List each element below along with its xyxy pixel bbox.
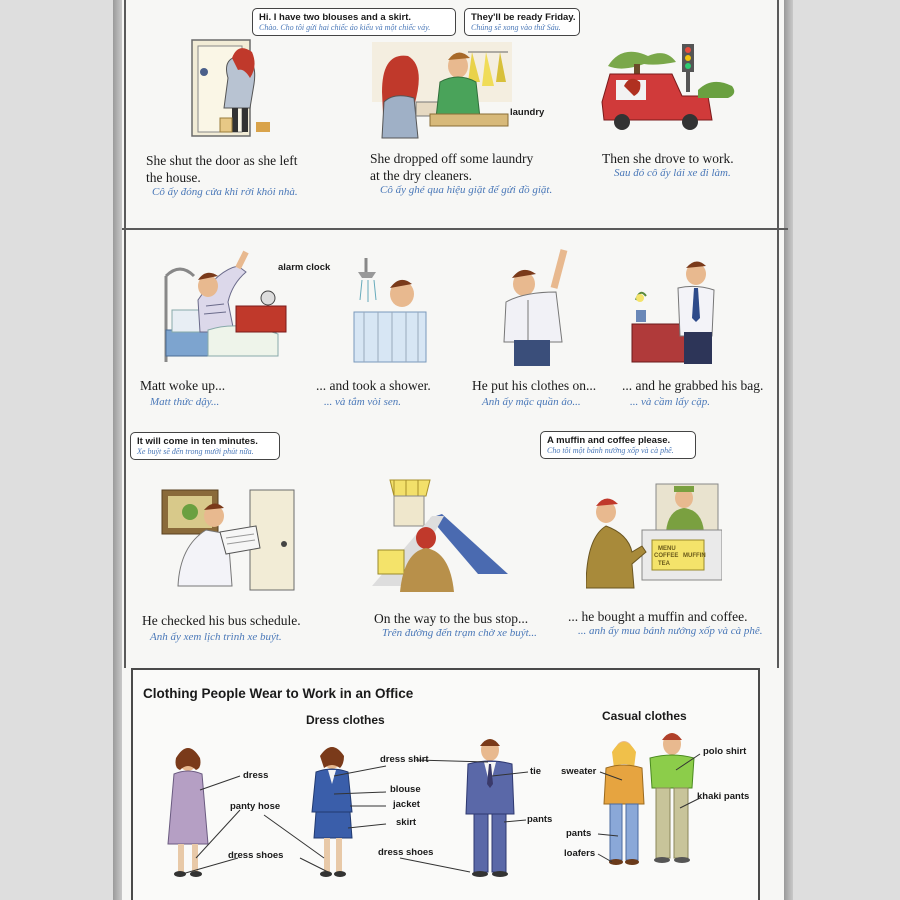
caption-grabbed-bag: ... and he grabbed his bag. bbox=[622, 378, 764, 393]
translation-woke-up: Matt thức dậy... bbox=[150, 396, 220, 408]
label-panty-hose: panty hose bbox=[230, 801, 281, 812]
label-pants-casual: pants bbox=[566, 828, 592, 839]
label-jacket: jacket bbox=[393, 799, 420, 810]
bubble-text: They'll be ready Friday. bbox=[471, 12, 576, 23]
caption-line: She shut the door as she left bbox=[146, 153, 298, 168]
bubble-text: It will come in ten minutes. bbox=[137, 436, 258, 447]
translation-dropped-laundry: Cô ấy ghé qua hiệu giặt để gửi đồ giặt. bbox=[380, 184, 553, 196]
label-dress-shoes-man: dress shoes bbox=[378, 847, 434, 858]
caption-drove-to-work: Then she drove to work. bbox=[602, 151, 734, 166]
label-dress-shirt: dress shirt bbox=[380, 754, 429, 765]
bubble-translation: Cho tôi một bánh nướng xốp và cà phê. bbox=[547, 446, 674, 455]
label-alarm-clock: alarm clock bbox=[278, 262, 331, 273]
bubble-text: Hi. I have two blouses and a skirt. bbox=[259, 12, 412, 23]
bubble-translation: Xe buýt sẽ đến trong mười phút nữa. bbox=[137, 447, 254, 456]
caption-woke-up: Matt woke up... bbox=[140, 378, 226, 393]
label-skirt: skirt bbox=[396, 817, 417, 828]
caption-took-shower: ... and took a shower. bbox=[316, 378, 431, 393]
sign-tea: TEA bbox=[658, 561, 670, 567]
caption-line: the house. bbox=[146, 170, 201, 185]
caption-clothes-on: He put his clothes on... bbox=[472, 378, 597, 393]
sign-muffin: MUFFIN bbox=[683, 553, 706, 559]
caption-way-to-bus-stop: On the way to the bus stop... bbox=[374, 611, 529, 626]
translation-grabbed-bag: ... và cầm lấy cặp. bbox=[630, 396, 711, 408]
translation-clothes-on: Anh ấy mặc quần áo... bbox=[482, 396, 581, 408]
casual-clothes-heading: Casual clothes bbox=[602, 709, 687, 723]
label-blouse: blouse bbox=[390, 784, 421, 795]
translation-drove-to-work: Sau đó cô ấy lái xe đi làm. bbox=[614, 167, 731, 179]
bubble-text: A muffin and coffee please. bbox=[547, 435, 671, 446]
clothing-title: Clothing People Wear to Work in an Office bbox=[143, 686, 414, 701]
sign-menu: MENU bbox=[658, 546, 676, 552]
label-pants: pants bbox=[527, 814, 553, 825]
caption-line: at the dry cleaners. bbox=[370, 168, 472, 183]
label-laundry: laundry bbox=[510, 107, 545, 118]
sign-coffee: COFFEE bbox=[654, 553, 679, 559]
translation-shut-door: Cô ấy đóng cửa khi rời khỏi nhà. bbox=[152, 186, 298, 198]
label-loafers: loafers bbox=[564, 848, 596, 859]
caption-line: She dropped off some laundry bbox=[370, 151, 534, 166]
caption-bought-muffin: ... he bought a muffin and coffee. bbox=[568, 609, 748, 624]
bubble-translation: Chúng sẽ xong vào thứ Sáu. bbox=[471, 23, 561, 32]
translation-took-shower: ... và tắm vòi sen. bbox=[324, 396, 401, 408]
label-khaki-pants: khaki pants bbox=[697, 791, 750, 802]
translation-bus-schedule: Anh ấy xem lịch trình xe buýt. bbox=[150, 631, 282, 643]
label-sweater: sweater bbox=[561, 766, 597, 777]
bubble-translation: Chào. Cho tôi gửi hai chiếc áo kiểu và một chiếc váy. bbox=[259, 23, 431, 32]
dress-clothes-heading: Dress clothes bbox=[306, 713, 385, 727]
translation-bought-muffin: ... anh ấy mua bánh nướng xốp và cà phê. bbox=[578, 625, 763, 637]
label-tie: tie bbox=[530, 766, 542, 777]
label-dress: dress bbox=[243, 770, 269, 781]
label-polo-shirt: polo shirt bbox=[703, 746, 747, 757]
caption-bus-schedule: He checked his bus schedule. bbox=[142, 613, 301, 628]
label-dress-shoes-woman: dress shoes bbox=[228, 850, 284, 861]
translation-way-to-bus-stop: Trên đường đến trạm chờ xe buýt... bbox=[382, 627, 537, 639]
